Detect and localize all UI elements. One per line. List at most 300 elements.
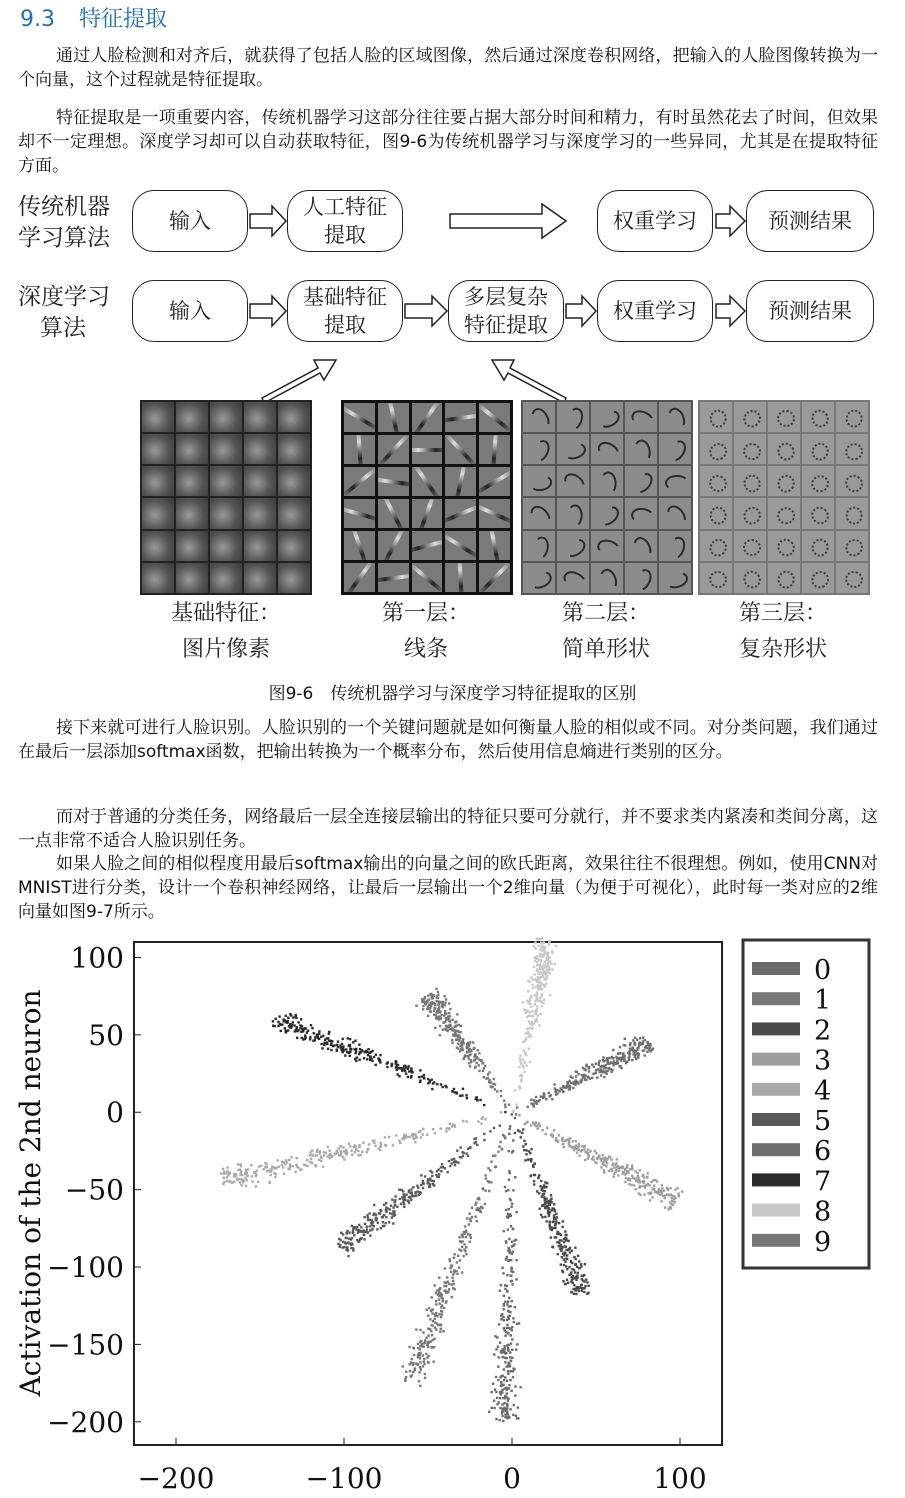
scatter-point <box>414 1192 416 1194</box>
scatter-point <box>642 1037 644 1039</box>
scatter-point <box>374 1145 376 1147</box>
scatter-point <box>558 1245 560 1247</box>
pixel-features-image <box>140 400 312 595</box>
scatter-point <box>445 1127 447 1129</box>
scatter-point <box>524 1052 526 1054</box>
scatter-point <box>433 1081 435 1083</box>
scatter-point <box>507 1247 509 1249</box>
x-tick-label: −100 <box>305 1462 383 1495</box>
scatter-point <box>476 1062 478 1064</box>
layer2-features-image <box>521 400 693 595</box>
scatter-point <box>380 1227 382 1229</box>
scatter-point <box>300 1031 302 1033</box>
legend-swatch-1 <box>752 992 800 1005</box>
scatter-point <box>269 1182 271 1184</box>
scatter-point <box>507 1228 509 1230</box>
scatter-point <box>462 1120 464 1122</box>
scatter-point <box>304 1164 306 1166</box>
scatter-point <box>591 1064 593 1066</box>
scatter-point <box>376 1228 378 1230</box>
scatter-point <box>484 1065 486 1067</box>
scatter-point <box>511 1338 513 1340</box>
scatter-point <box>532 987 534 989</box>
scatter-point <box>431 1003 433 1005</box>
scatter-point <box>408 1346 410 1348</box>
scatter-point <box>576 1152 578 1154</box>
scatter-point <box>474 1216 476 1218</box>
feature-cell <box>445 435 476 464</box>
scatter-point <box>550 1094 552 1096</box>
scatter-point <box>369 1212 371 1214</box>
scatter-point <box>608 1170 610 1172</box>
scatter-point <box>278 1015 280 1017</box>
scatter-point <box>433 1346 435 1348</box>
scatter-point <box>310 1024 312 1026</box>
scatter-point <box>525 1037 527 1039</box>
scatter-point <box>457 1030 459 1032</box>
scatter-point <box>621 1166 623 1168</box>
scatter-point <box>453 1253 455 1255</box>
scatter-point <box>457 1255 459 1257</box>
scatter-point <box>426 1000 428 1002</box>
scatter-point <box>320 1160 322 1162</box>
scatter-point <box>533 1099 535 1101</box>
scatter-point <box>564 1252 566 1254</box>
scatter-point <box>461 1246 463 1248</box>
scatter-point <box>373 1056 375 1058</box>
scatter-point <box>533 1105 535 1107</box>
scatter-point <box>462 1088 464 1090</box>
scatter-point <box>289 1163 291 1165</box>
scatter-point <box>449 1024 451 1026</box>
scatter-point <box>608 1063 610 1065</box>
scatter-point <box>295 1015 297 1017</box>
scatter-point <box>635 1180 637 1182</box>
scatter-point <box>541 1216 543 1218</box>
scatter-point <box>508 1104 510 1106</box>
scatter-point <box>467 1233 469 1235</box>
scatter-point <box>526 1016 528 1018</box>
legend-swatch-9 <box>752 1234 800 1247</box>
scatter-point <box>427 1361 429 1363</box>
scatter-point <box>534 960 536 962</box>
scatter-point <box>600 1074 602 1076</box>
y-tick-label: −50 <box>64 1173 124 1207</box>
scatter-point <box>637 1056 639 1058</box>
scatter-point <box>563 1146 565 1148</box>
scatter-point <box>560 1234 562 1236</box>
scatter-point <box>422 1005 424 1007</box>
scatter-point <box>444 1028 446 1030</box>
scatter-point <box>511 1241 513 1243</box>
scatter-point <box>482 1116 484 1118</box>
scatter-point <box>396 1206 398 1208</box>
scatter-point <box>411 1358 413 1360</box>
scatter-point <box>541 1005 543 1007</box>
scatter-point <box>572 1275 574 1277</box>
scatter-point <box>512 1414 514 1416</box>
scatter-point <box>637 1177 639 1179</box>
scatter-point <box>480 1206 482 1208</box>
scatter-point <box>432 1320 434 1322</box>
scatter-point <box>419 1069 421 1071</box>
scatter-point <box>554 963 556 965</box>
scatter-point <box>525 1143 527 1145</box>
scatter-point <box>427 1005 429 1007</box>
feature-cell <box>659 498 691 528</box>
scatter-point <box>445 1300 447 1302</box>
row1-weight-label: 权重学习 <box>613 209 697 233</box>
scatter-point <box>587 1076 589 1078</box>
scatter-point <box>607 1060 609 1062</box>
scatter-point <box>441 1294 443 1296</box>
scatter-point <box>319 1150 321 1152</box>
image-caption-3-line1: 第三层： <box>738 601 827 626</box>
scatter-point <box>358 1224 360 1226</box>
scatter-point <box>551 1246 553 1248</box>
scatter-point <box>352 1041 354 1043</box>
scatter-point <box>435 1017 437 1019</box>
scatter-point <box>240 1184 242 1186</box>
scatter-point <box>459 1095 461 1097</box>
scatter-point <box>648 1192 650 1194</box>
scatter-point <box>543 948 545 950</box>
scatter-point <box>476 1144 478 1146</box>
scatter-point <box>572 1140 574 1142</box>
scatter-point <box>355 1060 357 1062</box>
scatter-point <box>433 1180 435 1182</box>
scatter-point <box>602 1059 604 1061</box>
scatter-point <box>480 1123 482 1125</box>
scatter-point <box>431 1334 433 1336</box>
scatter-point <box>544 1186 546 1188</box>
scatter-point <box>488 1181 490 1183</box>
scatter-point <box>369 1059 371 1061</box>
scatter-point <box>540 1180 542 1182</box>
scatter-point <box>420 1368 422 1370</box>
scatter-point <box>583 1074 585 1076</box>
scatter-point <box>599 1071 601 1073</box>
row2-complex-feature-line1: 多层复杂 <box>464 285 548 309</box>
scatter-point <box>489 1169 491 1171</box>
scatter-point <box>556 1233 558 1235</box>
scatter-point <box>545 1133 547 1135</box>
scatter-point <box>527 1028 529 1030</box>
scatter-point <box>475 1056 477 1058</box>
scatter-point <box>511 1349 513 1351</box>
scatter-point <box>293 1024 295 1026</box>
scatter-point <box>647 1041 649 1043</box>
scatter-point <box>435 1174 437 1176</box>
scatter-point <box>300 1168 302 1170</box>
scatter-point <box>469 1049 471 1051</box>
scatter-point <box>381 1216 383 1218</box>
scatter-point <box>429 1318 431 1320</box>
scatter-point <box>451 1265 453 1267</box>
y-axis-ticks <box>47 941 141 1438</box>
scatter-point <box>529 1027 531 1029</box>
scatter-point <box>504 1376 506 1378</box>
scatter-point <box>584 1159 586 1161</box>
scatter-point <box>602 1065 604 1067</box>
scatter-point <box>519 1130 521 1132</box>
scatter-point <box>404 1195 406 1197</box>
scatter-point <box>363 1238 365 1240</box>
scatter-point <box>515 1415 517 1417</box>
scatter-point <box>350 1150 352 1152</box>
feature-cell <box>176 402 208 432</box>
scatter-point <box>423 1346 425 1348</box>
scatter-point <box>435 1303 437 1305</box>
legend-swatch-6 <box>752 1143 800 1156</box>
image-caption-2-line1: 第二层： <box>561 601 650 626</box>
scatter-point <box>503 1379 505 1381</box>
scatter-point <box>487 1167 489 1169</box>
feature-cell <box>659 434 691 464</box>
scatter-point <box>364 1223 366 1225</box>
scatter-point <box>538 1122 540 1124</box>
scatter-point <box>438 1277 440 1279</box>
scatter-point <box>526 1149 528 1151</box>
row2-complex-feature-line2: 特征提取 <box>464 313 548 337</box>
scatter-point <box>628 1057 630 1059</box>
scatter-point <box>554 1087 556 1089</box>
scatter-point <box>379 1213 381 1215</box>
scatter-point <box>500 1318 502 1320</box>
x-axis-ticks <box>138 1438 707 1495</box>
scatter-point <box>516 1323 518 1325</box>
scatter-point <box>615 1063 617 1065</box>
scatter-point <box>278 1166 280 1168</box>
scatter-point <box>442 1300 444 1302</box>
feature-cell <box>768 563 800 593</box>
scatter-point <box>366 1226 368 1228</box>
scatter-point <box>392 1144 394 1146</box>
scatter-point <box>650 1181 652 1183</box>
scatter-point <box>503 1303 505 1305</box>
feature-cell <box>802 434 834 464</box>
scatter-point <box>671 1197 673 1199</box>
scatter-point <box>395 1061 397 1063</box>
scatter-point <box>501 1267 503 1269</box>
scatter-point <box>476 1099 478 1101</box>
scatter-point <box>642 1174 644 1176</box>
scatter-point <box>570 1281 572 1283</box>
scatter-point <box>514 1385 516 1387</box>
scatter-point <box>494 1388 496 1390</box>
scatter-point <box>510 1370 512 1372</box>
scatter-point <box>441 1313 443 1315</box>
scatter-point <box>622 1052 624 1054</box>
scatter-point <box>548 1203 550 1205</box>
scatter-point <box>553 1203 555 1205</box>
feature-cell <box>523 466 555 496</box>
scatter-point <box>373 1139 375 1141</box>
scatter-point <box>573 1293 575 1295</box>
scatter-point <box>306 1159 308 1161</box>
scatter-point <box>420 1136 422 1138</box>
scatter-point <box>639 1037 641 1039</box>
feature-cell <box>557 434 589 464</box>
scatter-point <box>391 1199 393 1201</box>
scatter-point <box>419 1329 421 1331</box>
scatter-point <box>422 1180 424 1182</box>
scatter-point <box>562 1143 564 1145</box>
scatter-point <box>576 1148 578 1150</box>
y-tick-label: −100 <box>47 1251 124 1285</box>
scatter-point <box>529 1061 531 1063</box>
scatter-point <box>327 1146 329 1148</box>
scatter-point <box>292 1016 294 1018</box>
scatter-point <box>385 1216 387 1218</box>
feature-cell <box>378 499 409 528</box>
scatter-point <box>545 1198 547 1200</box>
scatter-point <box>507 1310 509 1312</box>
scatter-point <box>307 1030 309 1032</box>
scatter-point <box>444 995 446 997</box>
scatter-point <box>226 1180 228 1182</box>
scatter-point <box>602 1071 604 1073</box>
feature-cell <box>412 467 443 496</box>
scatter-point <box>433 1010 435 1012</box>
scatter-point <box>361 1151 363 1153</box>
scatter-point <box>434 1014 436 1016</box>
scatter-point <box>251 1175 253 1177</box>
scatter-point <box>518 1322 520 1324</box>
scatter-point <box>438 1313 440 1315</box>
scatter-point <box>509 1213 511 1215</box>
scatter-point <box>540 1095 542 1097</box>
scatter-point <box>631 1168 633 1170</box>
scatter-point <box>306 1165 308 1167</box>
scatter-point <box>519 1057 521 1059</box>
scatter-point <box>343 1246 345 1248</box>
scatter-point <box>603 1067 605 1069</box>
scatter-point <box>603 1171 605 1173</box>
scatter-point <box>382 1221 384 1223</box>
scatter-point <box>503 1319 505 1321</box>
row2-basic-feature-line2: 提取 <box>324 313 366 337</box>
scatter-point <box>533 945 535 947</box>
scatter-point <box>449 1123 451 1125</box>
scatter-point <box>624 1055 626 1057</box>
scatter-point <box>429 1177 431 1179</box>
scatter-point <box>389 1212 391 1214</box>
scatter-point <box>476 1207 478 1209</box>
scatter-point <box>315 1165 317 1167</box>
scatter-point <box>543 978 545 980</box>
scatter-point <box>587 1067 589 1069</box>
scatter-point <box>251 1181 253 1183</box>
scatter-point <box>453 1161 455 1163</box>
scatter-point <box>583 1077 585 1079</box>
legend-swatch-7 <box>752 1173 800 1186</box>
scatter-point <box>506 1407 508 1409</box>
scatter-point <box>530 1006 532 1008</box>
scatter-point <box>375 1218 377 1220</box>
scatter-point <box>541 988 543 990</box>
scatter-point <box>611 1069 613 1071</box>
scatter-point <box>379 1054 381 1056</box>
scatter-point <box>523 1071 525 1073</box>
scatter-point <box>323 1154 325 1156</box>
scatter-point <box>508 1238 510 1240</box>
scatter-point <box>342 1038 344 1040</box>
scatter-point <box>455 1270 457 1272</box>
scatter-point <box>586 1151 588 1153</box>
scatter-point <box>456 1150 458 1152</box>
scatter-point <box>309 1151 311 1153</box>
scatter-point <box>449 1015 451 1017</box>
scatter-point <box>366 1151 368 1153</box>
paragraph-4 <box>18 805 878 853</box>
scatter-point <box>466 1097 468 1099</box>
scatter-point <box>460 1146 462 1148</box>
scatter-point <box>507 1260 509 1262</box>
scatter-point <box>537 984 539 986</box>
scatter-point <box>392 1210 394 1212</box>
feature-cell <box>591 531 623 561</box>
scatter-point <box>447 1291 449 1293</box>
scatter-point <box>581 1145 583 1147</box>
scatter-point <box>309 1038 311 1040</box>
scatter-point <box>351 1237 353 1239</box>
scatter-point <box>301 1025 303 1027</box>
scatter-point <box>571 1250 573 1252</box>
scatter-point <box>482 1062 484 1064</box>
scatter-point <box>222 1168 224 1170</box>
feature-cell <box>700 402 732 432</box>
scatter-point <box>355 1048 357 1050</box>
paragraph-5-text: 如果人脸之间的相似程度用最后softmax输出的向量之间的欧氏距离，效果往往不很理想。例如，使用CNN对MNIST进行分类，设计一个卷积神经网络，让最后一层输出一个2维向量（为便于可视化），此时每一类对应的2维向量如图9-7所示。 <box>18 854 878 922</box>
scatter-point <box>322 1035 324 1037</box>
scatter-point <box>410 1361 412 1363</box>
scatter-point <box>519 1386 521 1388</box>
scatter-point <box>484 1203 486 1205</box>
scatter-point <box>274 1167 276 1169</box>
scatter-point <box>427 1315 429 1317</box>
scatter-point <box>424 1339 426 1341</box>
scatter-point <box>558 1242 560 1244</box>
scatter-point <box>506 1319 508 1321</box>
scatter-point <box>502 1420 504 1422</box>
scatter-point <box>524 1159 526 1161</box>
scatter-point <box>529 1152 531 1154</box>
legend-label-5: 5 <box>814 1106 832 1137</box>
scatter-point <box>327 1037 329 1039</box>
scatter-point <box>444 1021 446 1023</box>
scatter-point <box>507 1301 509 1303</box>
scatter-point <box>508 1297 510 1299</box>
scatter-point <box>501 1351 503 1353</box>
scatter-point <box>351 1154 353 1156</box>
scatter-point <box>457 1043 459 1045</box>
scatter-point <box>366 1058 368 1060</box>
scatter-point <box>296 1030 298 1032</box>
scatter-point <box>369 1219 371 1221</box>
scatter-point <box>454 1164 456 1166</box>
scatter-point <box>304 1038 306 1040</box>
scatter-point <box>417 1187 419 1189</box>
scatter-point <box>468 1057 470 1059</box>
scatter-point <box>242 1181 244 1183</box>
scatter-point <box>331 1040 333 1042</box>
scatter-point <box>564 1245 566 1247</box>
scatter-point <box>475 1141 477 1143</box>
scatter-point <box>454 1126 456 1128</box>
scatter-point <box>241 1174 243 1176</box>
scatter-point <box>507 1370 509 1372</box>
